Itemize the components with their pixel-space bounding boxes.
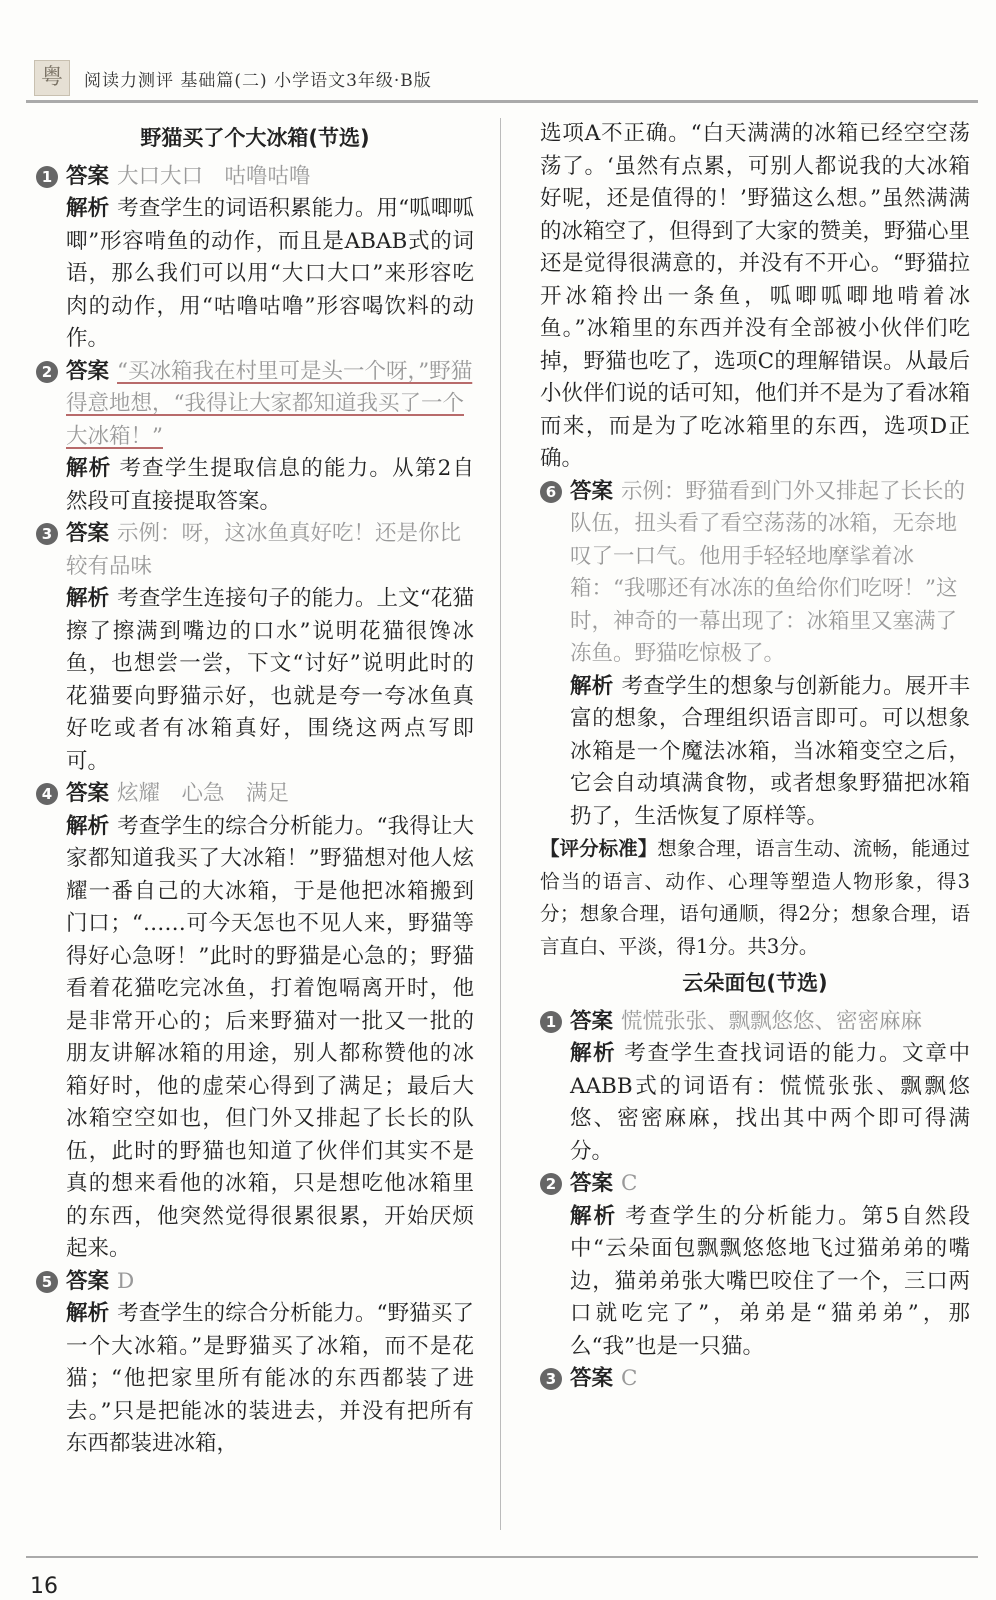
answer-text: D <box>117 1268 135 1294</box>
question-number: 2 <box>36 361 58 383</box>
analysis-paragraph <box>540 1038 970 1168</box>
scoring-criteria <box>540 833 970 963</box>
analysis-text: 考查学生查找词语的能力。文章中AABB式的词语有：慌慌张张、飘飘悠悠、密密麻麻，找出其中两个即可得满分。 <box>570 1041 970 1164</box>
question-4 <box>36 778 474 811</box>
page-header <box>26 56 978 100</box>
answer-text: C <box>621 1366 638 1391</box>
question-number: 1 <box>36 166 58 188</box>
analysis-continuation: 选项A不正确。“白天满满的冰箱已经空空荡荡了。‘虽然有点累，可别人都说我的大冰箱好呢，还是值得的！’野猫这么想。”虽然满满的冰箱空了，但得到了大家的赞美，野猫心里还是觉得很满意的，并没有不开心。“野猫拉开冰箱拎出一条鱼，呱唧呱唧地啃着冰鱼。”冰箱里的东西并没有全部被小伙伴们吃掉，野猫也吃了，选项C的理解错误。从最后小伙伴们说的话可知，他们并不是为了看冰箱而来，而是为了吃冰箱里的东西，选项D正确。 <box>540 121 971 471</box>
book-logo: 粤 <box>34 60 70 96</box>
analysis-paragraph <box>36 811 474 1266</box>
answer-text: “买冰箱我在村里可是头一个呀，”野猫得意地想，“我得让大家都知道我买了一个大冰箱！” <box>66 358 473 449</box>
header-rule <box>26 100 978 103</box>
answer-label: 答案 <box>570 1366 614 1391</box>
answer-label: 答案 <box>66 521 110 546</box>
analysis-paragraph <box>540 1201 970 1364</box>
analysis-label: 解析 <box>66 456 112 481</box>
analysis-label: 解析 <box>66 813 110 839</box>
question-number: 5 <box>36 1271 58 1293</box>
section2-title: 云朵面包(节选) <box>682 971 828 995</box>
question-3b <box>540 1363 970 1396</box>
answer-label: 答案 <box>570 1171 614 1196</box>
question-number: 4 <box>36 783 58 805</box>
answer-label: 答案 <box>66 1268 110 1294</box>
page-number: 16 <box>30 1574 58 1599</box>
question-number: 3 <box>36 523 58 545</box>
question-1b <box>540 1006 970 1039</box>
answer-text: 大口大口 咕噜咕噜 <box>117 163 311 189</box>
question-2 <box>36 356 474 454</box>
analysis-label: 解析 <box>570 1041 617 1066</box>
left-column <box>36 118 474 1461</box>
scoring-label: 【评分标准】 <box>540 837 658 860</box>
analysis-paragraph <box>540 671 970 834</box>
question-number: 2 <box>540 1173 562 1195</box>
analysis-text: 考查学生提取信息的能力。从第2自然段可直接提取答案。 <box>66 456 474 514</box>
question-number: 6 <box>540 481 562 503</box>
analysis-paragraph <box>36 1298 474 1461</box>
scoring-text: 想象合理，语言生动、流畅，能通过恰当的语言、动作、心理等塑造人物形象，得3分；想象合理，语句通顺，得2分；想象合理，语言直白、平淡，得1分。共3分。 <box>540 837 970 958</box>
analysis-text: 考查学生的综合分析能力。“野猫买了一个大冰箱。”是野猫买了冰箱，而不是花猫；“他把家里所有能冰的东西都装了进去。”只是把能冰的装进去，并没有把所有东西都装进冰箱， <box>66 1301 474 1456</box>
analysis-label: 解析 <box>66 196 110 221</box>
answer-text: 示例：呀，这冰鱼真好吃！还是你比较有品味 <box>66 521 462 579</box>
answer-text: 炫耀 心急 满足 <box>117 781 290 806</box>
analysis-text: 考查学生的综合分析能力。“我得让大家都知道我买了大冰箱！”野猫想对他人炫耀一番自己的大冰箱，于是他把冰箱搬到门口；“……可今天怎也不见人来，野猫等得好心急呀！”此时的野猫是心急的；野猫看着花猫吃完冰鱼，打着饱嗝离开时，他是非常开心的；后来野猫对一批又一批的朋友讲解冰箱的用途，别人都称赞他的冰箱好时，他的虚荣心得到了满足；最后大冰箱空空如也，但门外又排起了长长的队伍，此时的野猫也知道了伙伴们其实不是真的想来看他的冰箱，只是想吃他冰箱里的东西，他突然觉得很累很累，开始厌烦起来。 <box>66 813 474 1261</box>
header-title: 阅读力测评 基础篇(二) 小学语文3年级·B版 <box>84 71 432 91</box>
right-column <box>540 118 970 1396</box>
question-1 <box>36 161 474 194</box>
analysis-text: 考查学生连接句子的能力。上文“花猫擦了擦满到嘴边的口水”说明花猫很馋冰鱼，也想尝一尝，下文“讨好”说明此时的花猫要向野猫示好，也就是夸一夸冰鱼真好吃或者有冰箱真好，围绕这两点写即可。 <box>66 586 474 774</box>
question-5 <box>36 1266 474 1299</box>
column-divider <box>500 118 501 1530</box>
answer-label: 答案 <box>66 163 110 189</box>
analysis-label: 解析 <box>66 1301 110 1326</box>
answer-text: 慌慌张张、飘飘悠悠、密密麻麻 <box>621 1008 923 1034</box>
analysis-paragraph <box>36 583 474 778</box>
answer-label: 答案 <box>66 358 110 384</box>
analysis-paragraph <box>36 453 474 518</box>
analysis-text: 考查学生的分析能力。第5自然段中“云朵面包飘飘悠悠地飞过猫弟弟的嘴边，猫弟弟张大嘴巴咬住了一个，三口两口就吃完了”，弟弟是“猫弟弟”，那么“我”也是一只猫。 <box>570 1203 970 1359</box>
analysis-text: 考查学生的想象与创新能力。展开丰富的想象，合理组织语言即可。可以想象冰箱是一个魔法冰箱，当冰箱变空之后，它会自动填满食物，或者想象野猫把冰箱扔了，生活恢复了原样等。 <box>570 673 970 829</box>
question-number: 1 <box>540 1011 562 1033</box>
question-3 <box>36 518 474 583</box>
section1-title: 野猫买了个大冰箱(节选) <box>140 126 370 150</box>
question-6 <box>540 476 970 671</box>
answer-text: C <box>621 1171 638 1196</box>
analysis-paragraph <box>36 193 474 356</box>
analysis-text: 考查学生的词语积累能力。用“呱唧呱唧”形容啃鱼的动作，而且是ABAB式的词语，那么我们可以用“大口大口”来形容吃肉的动作，用“咕噜咕噜”形容喝饮料的动作。 <box>66 196 474 351</box>
footer-rule <box>26 1556 978 1558</box>
analysis-label: 解析 <box>66 586 110 611</box>
question-number: 3 <box>540 1368 562 1390</box>
answer-label: 答案 <box>66 781 110 806</box>
answer-text: 示例：野猫看到门外又排起了长长的队伍，扭头看了看空荡荡的冰箱，无奈地叹了一口气。他用手轻轻地摩挲着冰箱：“我哪还有冰冻的鱼给你们吃呀！”这时，神奇的一幕出现了：冰箱里又塞满了冻鱼。野猫吃惊极了。 <box>570 478 966 666</box>
question-2b <box>540 1168 970 1201</box>
answer-label: 答案 <box>570 478 614 504</box>
analysis-label: 解析 <box>570 1203 618 1229</box>
analysis-label: 解析 <box>570 673 614 699</box>
answer-label: 答案 <box>570 1008 614 1034</box>
